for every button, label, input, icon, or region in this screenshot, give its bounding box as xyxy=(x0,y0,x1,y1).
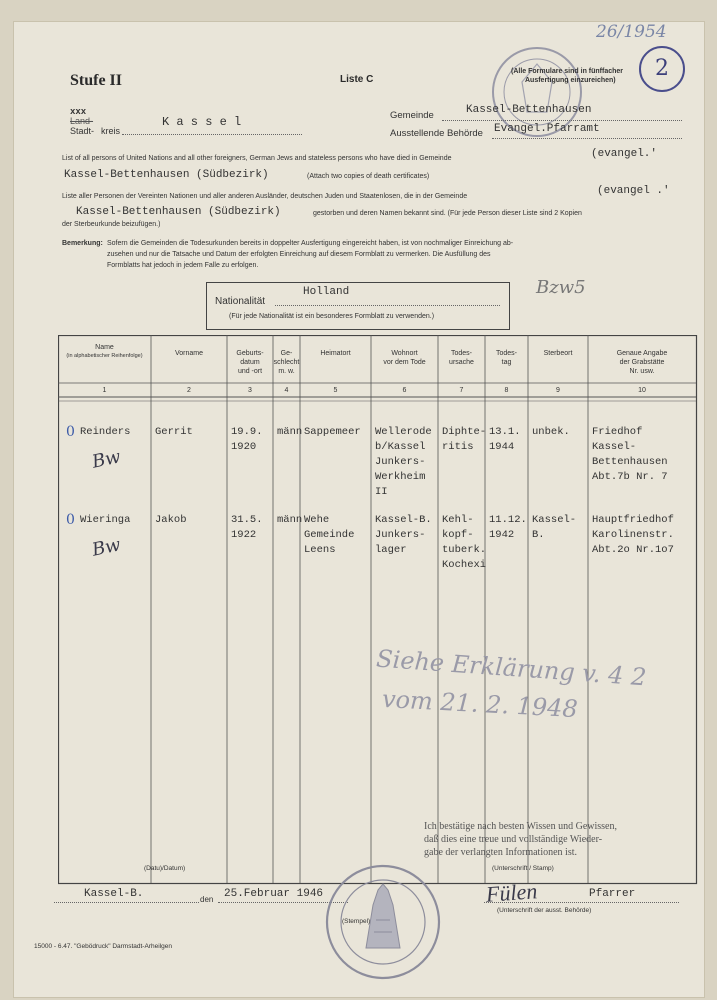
column-header-5 xyxy=(300,349,371,358)
gemeinde-label: Gemeinde xyxy=(390,110,434,121)
bezirk-value: Kassel-Bettenhausen (Südbezirk) xyxy=(64,169,269,181)
column-header-8 xyxy=(485,349,528,367)
circled-number: 2 xyxy=(639,46,685,92)
german-line-1: Liste aller Personen der Vereinten Nationen und aller anderen Ausländer, deutschen Juden und Staatenlosen, die in der Gemeinde xyxy=(62,193,468,200)
column-header-7 xyxy=(438,349,485,367)
gemeinde-underline xyxy=(442,120,682,121)
nationalitaet-note: (Für jede Nationalität ist ein besonderes Formblatt zu verwenden.) xyxy=(229,313,435,320)
place-underline xyxy=(54,902,199,903)
pencil-note-2: vom 21. 2. 1948 xyxy=(381,684,579,724)
formular-note-2: Ausfertigung einzureichen) xyxy=(525,77,616,84)
column-header-label: Todes- tag xyxy=(495,350,517,366)
cell-geschlecht: männ xyxy=(277,426,303,438)
cell-grab: Friedhof Kassel- Bettenhausen Abt.7b Nr. 7 xyxy=(592,426,668,483)
column-number-5: 5 xyxy=(333,387,338,394)
column-number-7: 7 xyxy=(459,387,464,394)
cell-heimatort: Sappemeer xyxy=(304,426,361,438)
datum-label: (Datu)/Datum) xyxy=(144,865,186,872)
cell-todestag: 13.1. 1944 xyxy=(489,426,521,453)
corner-note: 26/1954 xyxy=(596,22,667,42)
row-initials: Bw xyxy=(90,534,123,561)
column-header-label: Genaue Angabe der Grabstätte Nr. usw. xyxy=(616,350,668,375)
column-number-6: 6 xyxy=(402,387,407,394)
cell-todestag: 11.12. 1942 xyxy=(489,514,527,541)
column-header-label: Heimatort xyxy=(320,350,351,357)
bemerkung-line-2: zusehen und nur die Tatsache und Datum der erfolgten Einreichung auf diesem Formblatt zu vermerken. Die Ausfüllung des xyxy=(107,251,491,258)
german-line-3: der Sterbeurkunde beizufügen.) xyxy=(62,221,161,228)
place-value: Kassel-B. xyxy=(84,888,144,900)
column-header-2 xyxy=(151,349,227,358)
cell-heimatort: Wehe Gemeinde Leens xyxy=(304,514,355,556)
column-number-2: 2 xyxy=(187,387,191,394)
certify-line-3: gabe der verlangten Informationen ist. xyxy=(424,847,577,858)
column-number-10: 10 xyxy=(638,387,646,394)
behoerde-underline xyxy=(492,138,682,139)
cell-vorname: Gerrit xyxy=(155,426,193,438)
nationalitaet-value: Holland xyxy=(303,286,350,298)
document-sheet xyxy=(14,22,704,997)
nationalitaet-box xyxy=(206,282,510,330)
cell-sterbeort: Kassel- B. xyxy=(532,514,577,541)
row-marker: 0 xyxy=(66,512,75,528)
column-number-4: 4 xyxy=(284,387,289,394)
stufe-heading: Stufe II xyxy=(70,72,123,89)
cell-ursache: Diphte- ritis xyxy=(442,426,487,453)
nationalitaet-underline xyxy=(275,305,500,306)
date-value: 25.Februar 1946 xyxy=(224,888,324,900)
land-strike: xxx xyxy=(70,107,87,117)
column-header-1 xyxy=(58,343,151,361)
liste-heading: Liste C xyxy=(340,74,374,85)
marginal-initials: Bzw5 xyxy=(536,277,586,298)
column-number-1: 1 xyxy=(102,387,107,394)
german-gemeinde: (evangel .' xyxy=(597,185,670,197)
row-initials: Bw xyxy=(90,446,123,473)
behoerde-value: Evangel.Pfarramt xyxy=(494,123,600,135)
cell-wohnort: Wellerode b/Kassel Junkers- Werkheim II xyxy=(375,426,432,498)
nationalitaet-label: Nationalität xyxy=(215,296,266,307)
stadt-label: Stadt- xyxy=(70,126,95,136)
formular-note-1: (Alle Formulare sind in fünffacher xyxy=(511,68,624,75)
column-header-label: Ge- schlecht m. w. xyxy=(273,350,300,375)
cell-sterbeort: unbek. xyxy=(532,426,570,438)
official-stamp-bottom xyxy=(318,860,448,985)
column-number-9: 9 xyxy=(556,387,560,394)
column-header-label: Geburts- datum und -ort xyxy=(236,350,264,375)
column-header-4 xyxy=(273,349,300,376)
cell-name: Wieringa xyxy=(80,514,131,526)
den-label: den xyxy=(200,895,214,904)
cell-vorname: Jakob xyxy=(155,514,187,526)
english-gemeinde: (evangel.' xyxy=(591,148,658,160)
print-footer: 15000 - 6.47. "Gebödruck" Darmstadt-Arheilgen xyxy=(34,943,172,950)
column-header-label: Name xyxy=(95,344,114,351)
bezirk-value-2: Kassel-Bettenhausen (Südbezirk) xyxy=(76,206,281,218)
cell-wohnort: Kassel-B. Junkers- lager xyxy=(375,514,432,556)
bemerkung-line-3: Formblatts hat jedoch in jedem Falle zu erfolgen. xyxy=(107,262,259,269)
cell-grab: Hauptfriedhof Karolinenstr. Abt.2o Nr.1o7 xyxy=(592,514,674,556)
cell-geburt: 31.5. 1922 xyxy=(231,514,263,541)
column-number-3: 3 xyxy=(248,387,252,394)
gemeinde-value: Kassel-Bettenhausen xyxy=(466,104,592,116)
certify-line-2: daß dies eine treue und vollständige Wieder- xyxy=(424,834,603,845)
column-header-6 xyxy=(371,349,438,367)
column-header-label: Sterbeort xyxy=(543,350,573,357)
signature-underline xyxy=(484,902,679,903)
cell-geburt: 19.9. 1920 xyxy=(231,426,263,453)
land-label: Land- xyxy=(70,116,94,126)
cell-geschlecht: männ xyxy=(277,514,303,526)
column-number-8: 8 xyxy=(504,387,509,394)
english-line: List of all persons of United Nations and all other foreigners, German Jews and stateless persons who have died in Gemeinde xyxy=(62,155,452,162)
column-header-9 xyxy=(528,349,588,358)
stempel-label: (Stempel) xyxy=(342,918,371,925)
column-header-label: Wohnort vor dem Tode xyxy=(383,350,426,366)
column-header-10 xyxy=(588,349,696,376)
column-header-sub: (in alphabetischer Reihenfolge) xyxy=(66,353,143,359)
cell-ursache: Kehl- kopf- tuberk. Kochexi xyxy=(442,514,487,571)
signature: Fülen xyxy=(485,878,539,907)
certify-line-1: Ich bestätige nach besten Wissen und Gewissen, xyxy=(424,821,617,832)
behoerde-label: Ausstellende Behörde xyxy=(390,128,483,139)
row-marker: 0 xyxy=(66,424,75,440)
unterschrift-label: (Unterschrift / Stamp) xyxy=(492,865,554,872)
bemerkung-label: Bemerkung: xyxy=(62,240,103,247)
title-value: Pfarrer xyxy=(589,888,636,900)
kreis-label: kreis xyxy=(101,126,121,136)
column-header-3 xyxy=(227,349,273,376)
cell-name: Reinders xyxy=(80,426,131,438)
kreis-value: K a s s e l xyxy=(162,115,242,129)
column-header-label: Vorname xyxy=(174,350,204,357)
german-line-2: gestorben und deren Namen bekannt sind. (Für jede Person dieser Liste sind 2 Kopien xyxy=(313,210,582,217)
column-header-label: Todes- ursache xyxy=(449,350,474,366)
pencil-note-1: Siehe Erklärung v. 4 2 xyxy=(375,644,648,692)
attach-note: (Attach two copies of death certificates) xyxy=(307,173,430,180)
kreis-underline xyxy=(122,134,302,135)
bemerkung-line-1: Sofern die Gemeinden die Todesurkunden bereits in doppelter Ausfertigung eingereicht haben, ist von nochmaliger Einreichung ab- xyxy=(107,240,514,247)
behoerde-footer: (Unterschrift der ausst. Behörde) xyxy=(497,907,592,914)
table-grid xyxy=(58,335,698,885)
